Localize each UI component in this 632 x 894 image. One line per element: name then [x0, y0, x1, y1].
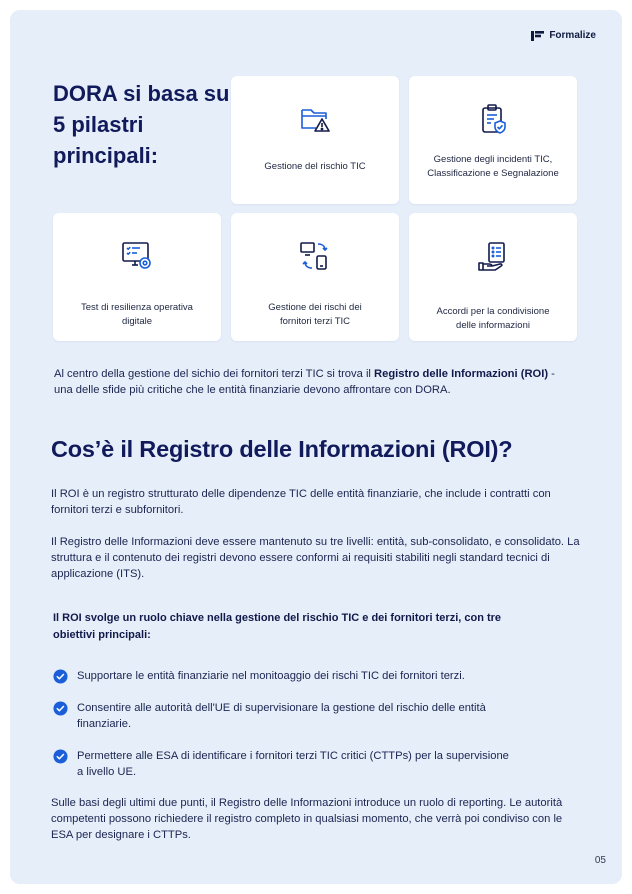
pillar-card-info-sharing [409, 213, 577, 341]
objectives-lead: Il ROI svolge un ruolo chiave nella gestione del rischio TIC e dei fornitori terzi, con tre obiettivi principali: [53, 612, 502, 641]
page-headline: DORA si basa su 5 pilastri principali: [53, 81, 230, 168]
objective-text: Supportare le entità finanziarie nel monitoaggio dei rischi TIC dei fornitori terzi. [77, 670, 465, 682]
brand-name: Formalize [549, 30, 596, 41]
objective-item [53, 668, 523, 684]
paragraph-roi-levels: Il Registro delle Informazioni deve essere mantenuto su tre livelli: entità, sub-consolidato, e consolidato. La struttura e il contenuto dei registri devono essere conformi ai requisiti stabiliti negli standard tecnici di applicazione (ITS). [51, 536, 580, 580]
objective-item [53, 700, 513, 732]
pillar-card-resilience-testing [53, 213, 221, 341]
pillar-label: Gestione dei rischi dei fornitori terzi TIC [268, 302, 362, 327]
pillar-label: Gestione degli incidenti TIC, Classificazione e Segnalazione [427, 154, 559, 179]
pillar-card-incident-management [409, 76, 577, 204]
monitor-checklist-gear-icon [120, 239, 154, 273]
clipboard-shield-icon [476, 102, 510, 136]
formalize-logo-icon [531, 31, 544, 41]
hand-document-icon [476, 239, 510, 273]
objective-text: Permettere alle ESA di identificare i fornitori terzi TIC critici (CTTPs) per la supervisione a livello UE. [77, 750, 509, 778]
pillar-label: Gestione del rischio TIC [264, 161, 366, 172]
devices-sync-icon [298, 239, 332, 273]
pillar-card-third-party-risk [231, 213, 399, 341]
objective-text: Consentire alle autorità dell'UE di supervisionare la gestione del rischio delle entità finanziarie. [77, 702, 486, 730]
check-circle-icon [53, 669, 68, 684]
intro-bold-roi: Registro delle Informazioni (ROI) [374, 368, 549, 380]
page-number: 05 [594, 855, 606, 866]
pillar-label: Test di resilienza operativa digitale [81, 302, 193, 327]
closing-paragraph: Sulle basi degli ultimi due punti, il Registro delle Informazioni introduce un ruolo di reporting. Le autorità competenti possono richiedere il registro completo in qualsiasi momento, che verrà poi condiviso con le ESA per designare i CTTPs. [51, 797, 563, 841]
intro-text-before: Al centro della gestione del sichio dei fornitori terzi TIC si trova il [54, 368, 375, 380]
paragraph-roi-definition: Il ROI è un registro strutturato delle dipendenze TIC delle entità finanziarie, che include i contratti con fornitori terzi e subfornitori. [51, 488, 551, 516]
brand-logo [531, 30, 596, 41]
folder-warning-icon [298, 102, 332, 136]
objective-item [53, 748, 513, 780]
intro-paragraph [54, 366, 574, 398]
check-circle-icon [53, 701, 68, 716]
intro-text-after: - una delle sfide più critiche che le entità finanziarie devono affrontare con DORA. [54, 368, 555, 396]
pillar-card-ict-risk [231, 76, 399, 204]
pillar-label: Accordi per la condivisione delle informazioni [436, 306, 550, 331]
check-circle-icon [53, 749, 68, 764]
section-title: Cos’è il Registro delle Informazioni (ROI)? [51, 436, 513, 462]
page [10, 10, 622, 884]
